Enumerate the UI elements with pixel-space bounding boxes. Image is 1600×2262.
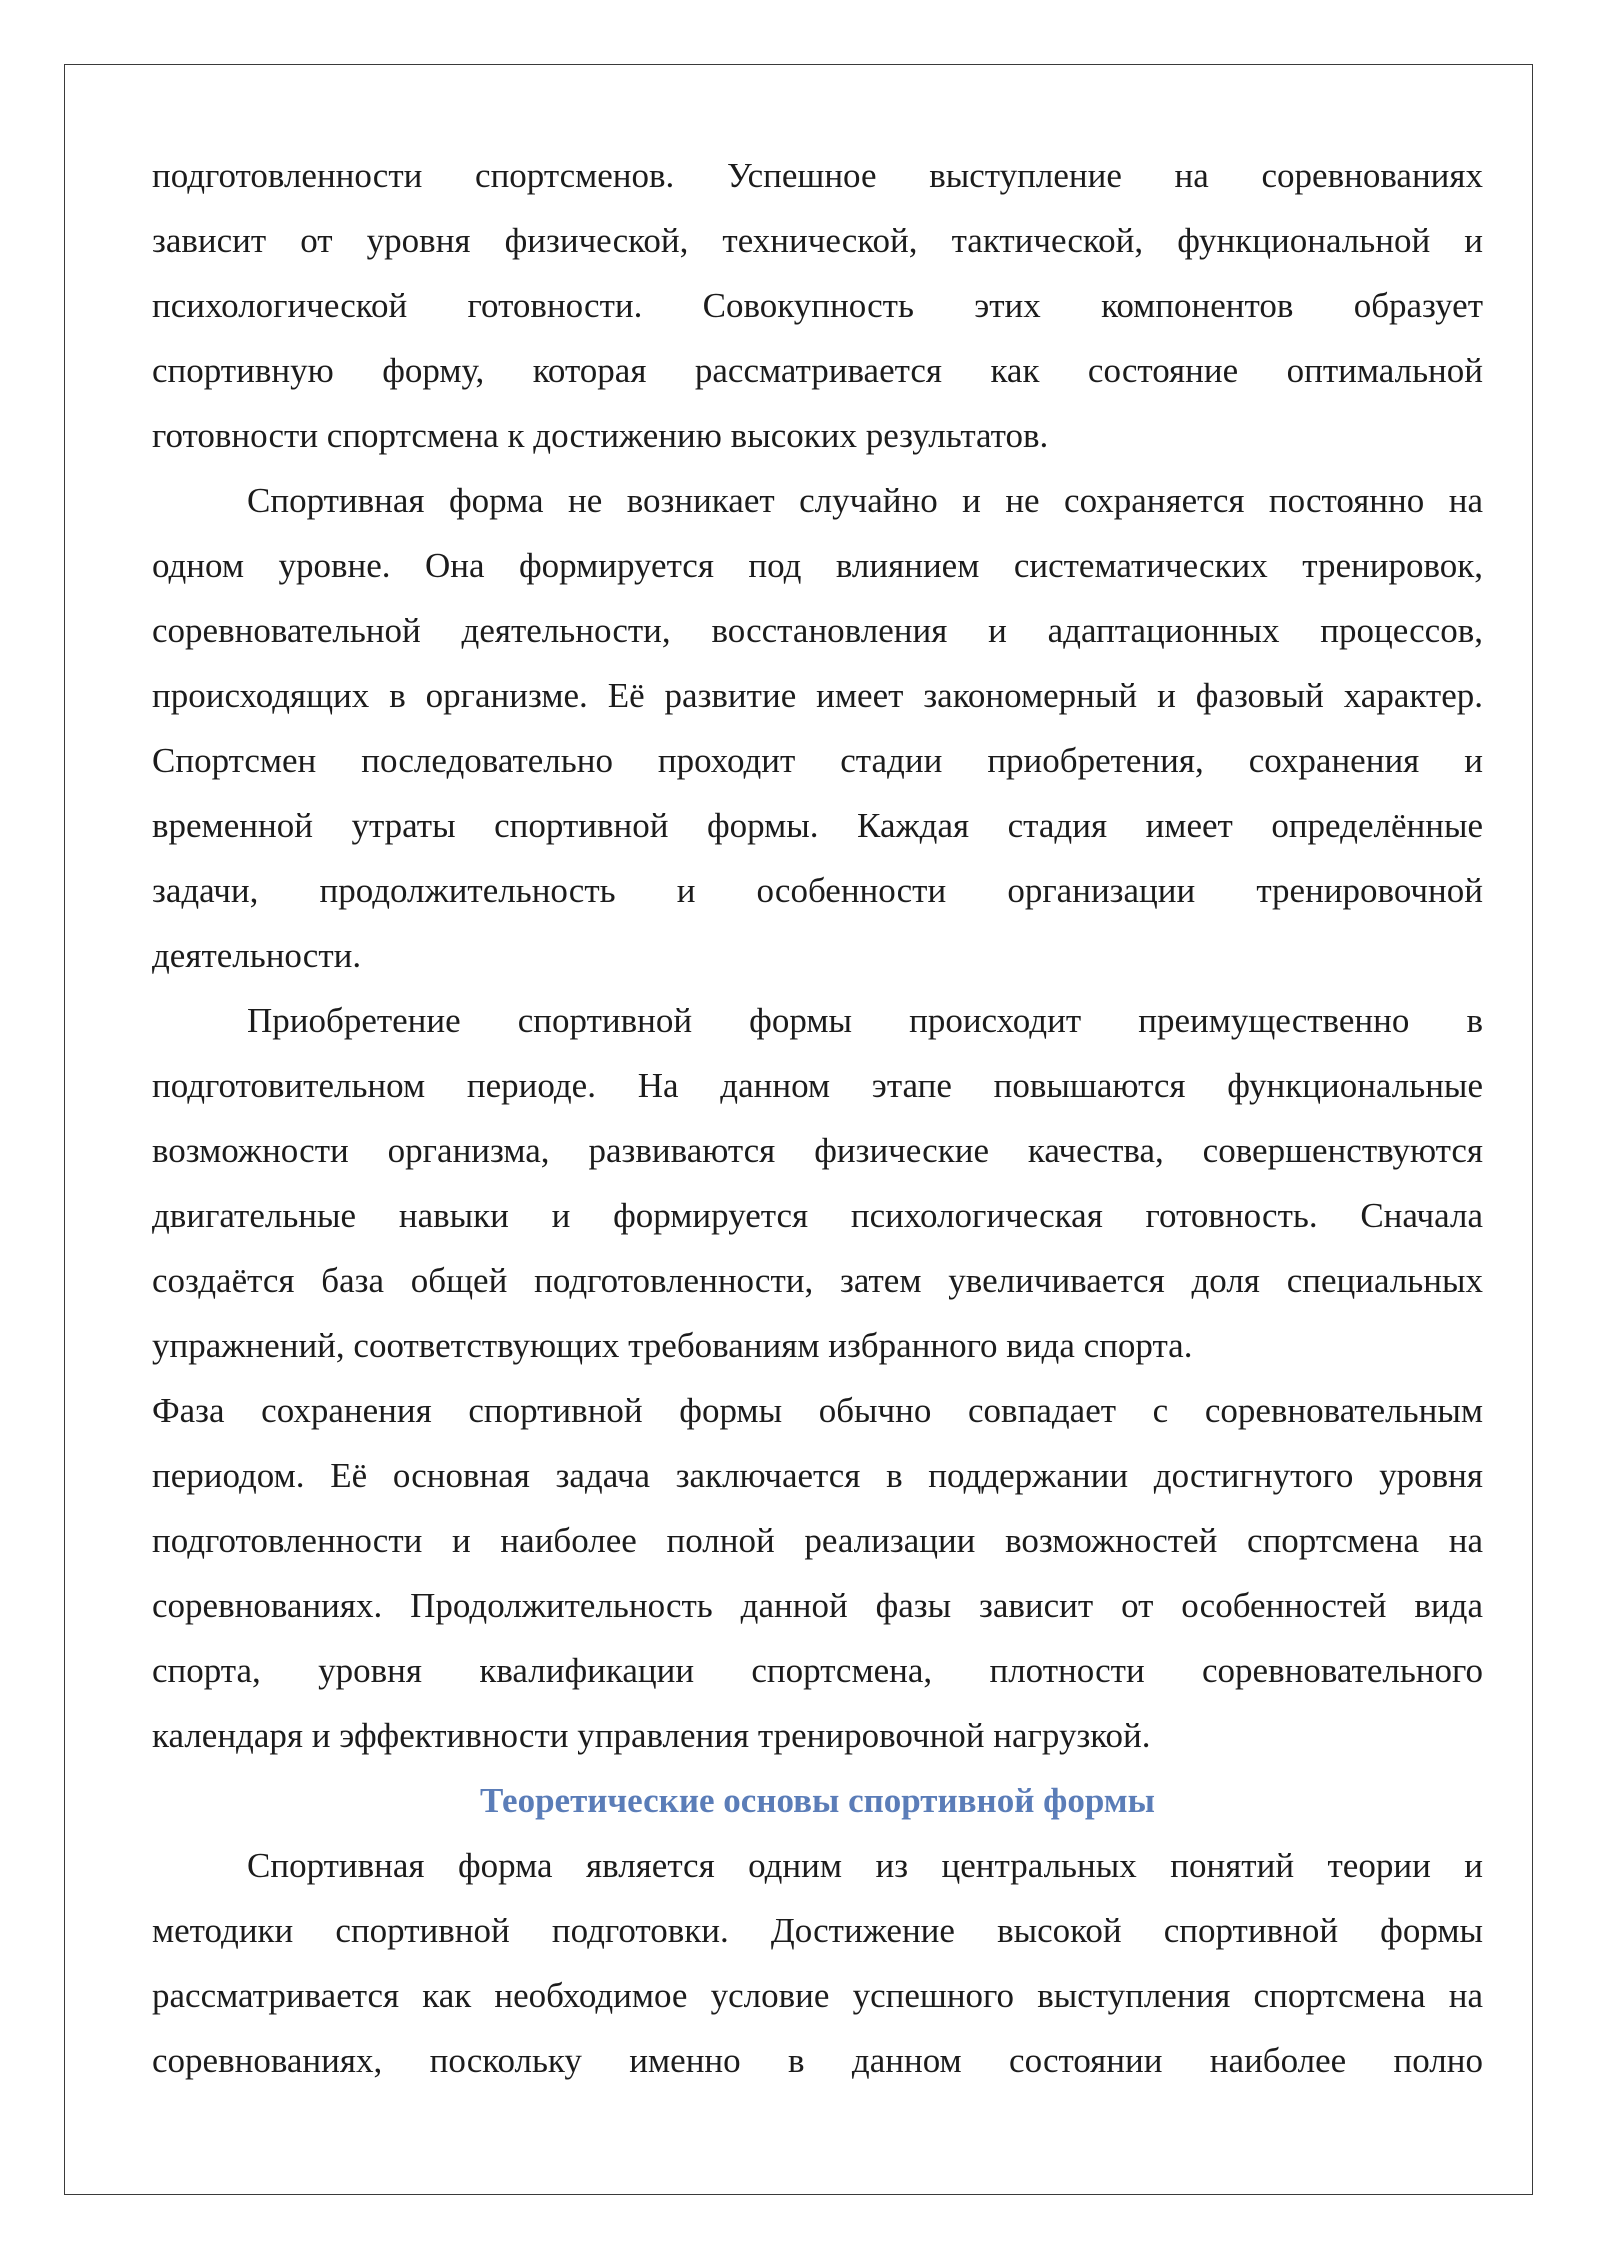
paragraph-5 (152, 1833, 1483, 2093)
text-line: Спортивная форма не возникает случайно и не сохраняется постоянно на (247, 481, 1483, 520)
text-line: временной утраты спортивной формы. Каждая стадия имеет определённые (152, 806, 1483, 845)
text-line: двигательные навыки и формируется психологическая готовность. Сначала (152, 1196, 1483, 1235)
text-line: спорта, уровня квалификации спортсмена, плотности соревновательного (152, 1651, 1483, 1690)
text-line: подготовленности и наиболее полной реализации возможностей спортсмена на (152, 1521, 1483, 1560)
text-line: Приобретение спортивной формы происходит преимущественно в (247, 1001, 1483, 1040)
text-line: календаря и эффективности управления тренировочной нагрузкой. (152, 1716, 1151, 1755)
paragraph-4 (152, 1378, 1483, 1768)
text-line: происходящих в организме. Её развитие имеет закономерный и фазовый характер. (152, 676, 1483, 715)
text-line: Спортивная форма является одним из центральных понятий теории и (247, 1846, 1483, 1885)
section-heading: Теоретические основы спортивной формы (480, 1781, 1155, 1820)
text-line: спортивную форму, которая рассматривается как состояние оптимальной (152, 351, 1483, 390)
text-line: соревнованиях, поскольку именно в данном состоянии наиболее полно (152, 2041, 1483, 2080)
text-line: готовности спортсмена к достижению высоких результатов. (152, 416, 1049, 455)
text-line: периодом. Её основная задача заключается в поддержании достигнутого уровня (152, 1456, 1483, 1495)
text-line: создаётся база общей подготовленности, затем увеличивается доля специальных (152, 1261, 1483, 1300)
text-line: зависит от уровня физической, технической, тактической, функциональной и (152, 221, 1483, 260)
document-body (152, 143, 1483, 2093)
text-line: возможности организма, развиваются физические качества, совершенствуются (152, 1131, 1483, 1170)
text-line: подготовленности спортсменов. Успешное выступление на соревнованиях (152, 156, 1483, 195)
paragraph-2 (152, 468, 1483, 988)
text-line: деятельности. (152, 936, 362, 975)
text-line: Фаза сохранения спортивной формы обычно совпадает с соревновательным (152, 1391, 1483, 1430)
text-line: одном уровне. Она формируется под влиянием систематических тренировок, (152, 546, 1483, 585)
paragraph-1 (152, 143, 1483, 468)
text-line: психологической готовности. Совокупность этих компонентов образует (152, 286, 1483, 325)
text-line: соревнованиях. Продолжительность данной фазы зависит от особенностей вида (152, 1586, 1483, 1625)
text-line: соревновательной деятельности, восстановления и адаптационных процессов, (152, 611, 1483, 650)
text-line: подготовительном периоде. На данном этапе повышаются функциональные (152, 1066, 1483, 1105)
text-line: Спортсмен последовательно проходит стадии приобретения, сохранения и (152, 741, 1483, 780)
text-line: упражнений, соответствующих требованиям избранного вида спорта. (152, 1326, 1193, 1365)
text-line: рассматривается как необходимое условие успешного выступления спортсмена на (152, 1976, 1483, 2015)
text-line: методики спортивной подготовки. Достижение высокой спортивной формы (152, 1911, 1483, 1950)
paragraph-3 (152, 988, 1483, 1378)
text-line: задачи, продолжительность и особенности организации тренировочной (152, 871, 1483, 910)
